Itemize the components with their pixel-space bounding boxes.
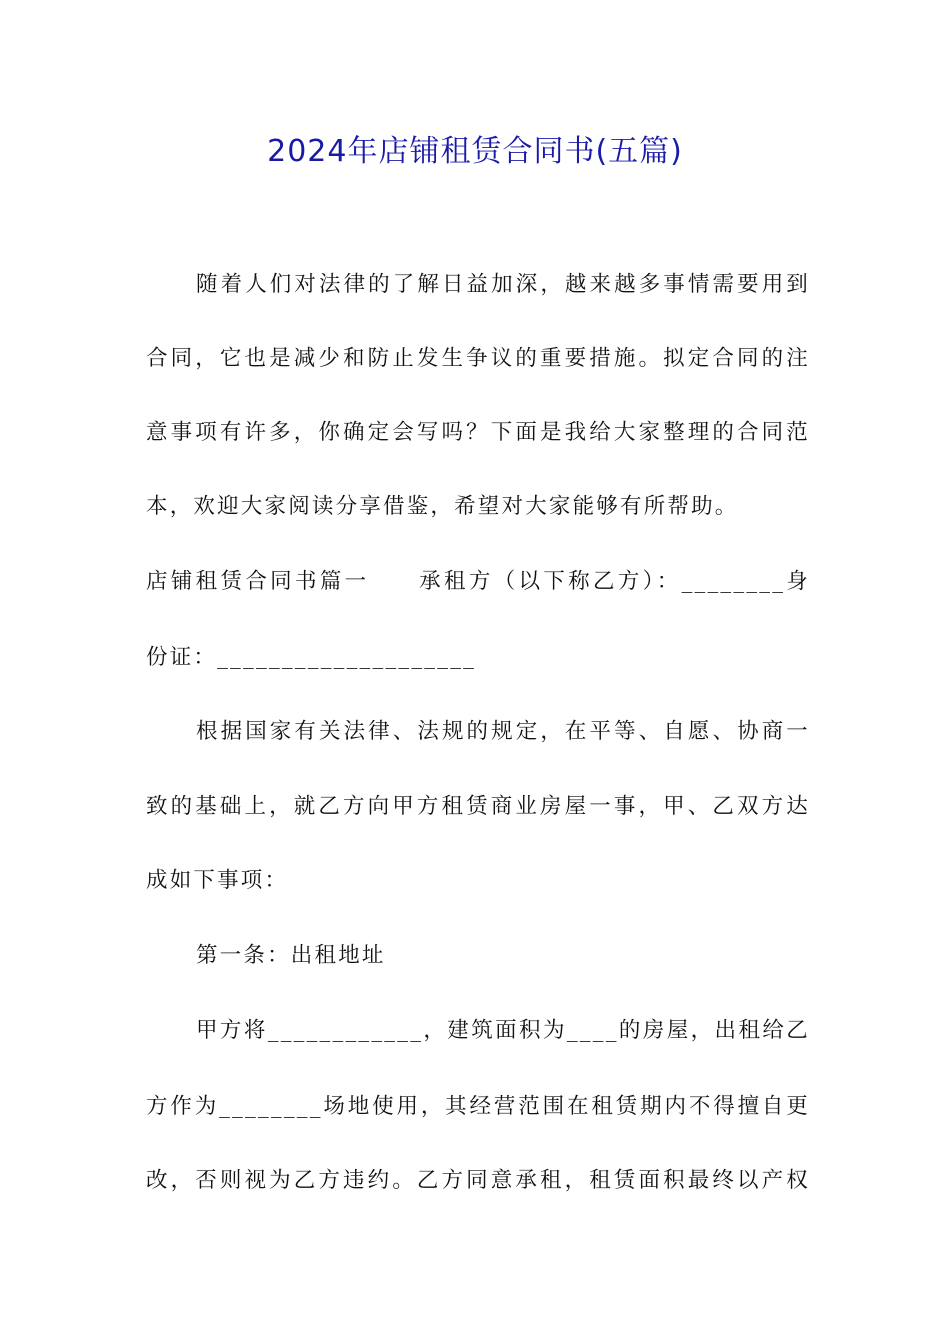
paragraph-line: 根据国家有关法律、法规的规定，在平等、自愿、协商一 (196, 719, 810, 744)
paragraph-line: 甲方将____________，建筑面积为____的房屋，出租给乙 (196, 1018, 810, 1043)
document-title: 2024年店铺租赁合同书(五篇) (267, 134, 683, 169)
section-heading-line: 店铺租赁合同书篇一 承租方（以下称乙方）：________身 (146, 569, 810, 594)
clause-heading: 第一条：出租地址 (196, 943, 386, 968)
paragraph-line: 成如下事项： (146, 868, 289, 893)
paragraph-line: 本，欢迎大家阅读分享借鉴，希望对大家能够有所帮助。 (146, 494, 739, 519)
paragraph-line: 改，否则视为乙方违约。乙方同意承租，租赁面积最终以产权 (146, 1168, 810, 1193)
paragraph-line: 致的基础上，就乙方向甲方租赁商业房屋一事，甲、乙双方达 (146, 794, 810, 819)
paragraph-line: 份证：____________________ (146, 645, 477, 670)
paragraph-line: 意事项有许多，你确定会写吗？下面是我给大家整理的合同范 (146, 420, 810, 445)
paragraph-line: 随着人们对法律的了解日益加深，越来越多事情需要用到 (196, 272, 810, 297)
paragraph-line: 合同，它也是减少和防止发生争议的重要措施。拟定合同的注 (146, 346, 810, 371)
paragraph-line: 方作为________场地使用，其经营范围在租赁期内不得擅自更 (146, 1094, 810, 1119)
